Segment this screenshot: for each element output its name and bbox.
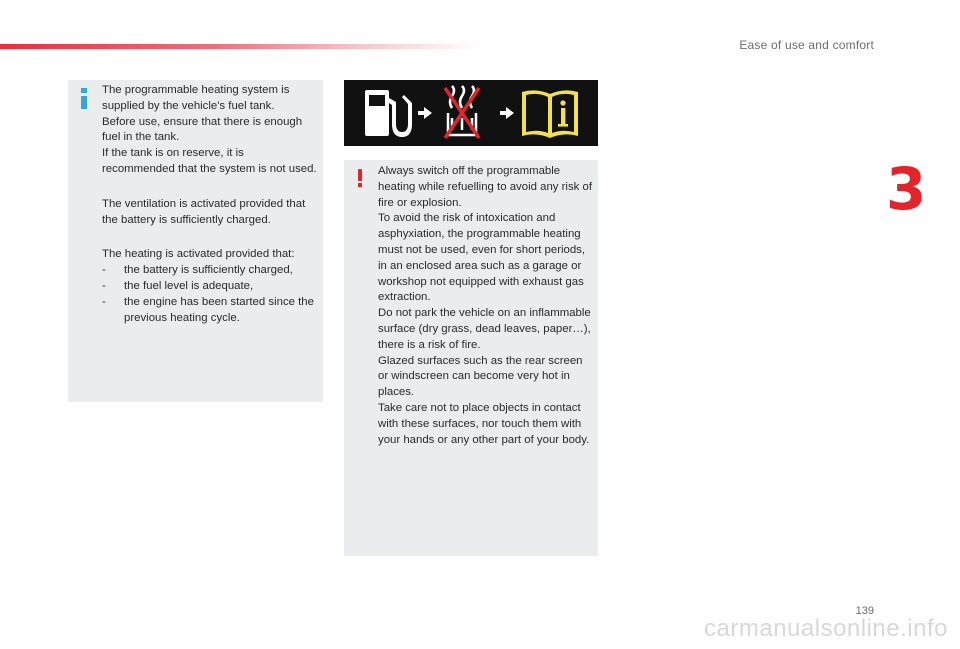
arrow-right-icon	[500, 107, 514, 119]
info-text	[102, 83, 318, 326]
ventilation-note: The ventilation is activated provided that the battery is sufficiently charged.	[102, 197, 306, 226]
warning-line: Take care not to place objects in contact with these surfaces, nor touch them with your hands or any other part of your body.	[378, 401, 590, 446]
warning-text	[378, 164, 592, 448]
info-paragraph: Before use, ensure that there is enough fuel in the tank.	[102, 115, 303, 144]
heater-crossed-out-icon	[445, 86, 479, 138]
handbook-icon	[522, 90, 578, 138]
fuel-pump-icon	[365, 90, 412, 137]
list-item: - the battery is sufficiently charged,	[102, 263, 318, 279]
section-title: Ease of use and comfort	[739, 38, 874, 52]
pictogram-svg	[344, 80, 598, 146]
header-accent-rule	[0, 44, 480, 49]
info-paragraph: If the tank is on reserve, it is recommended that the system is not used.	[102, 147, 317, 175]
warning-line: Do not park the vehicle on an inflammable surface (dry grass, dead leaves, paper…), there is a risk of fire.	[378, 307, 591, 351]
warning-line: Always switch off the programmable heating while refuelling to avoid any risk of fire or explosion.	[378, 165, 593, 209]
warning-line: Glazed surfaces such as the rear screen or windscreen can become very hot in places.	[378, 354, 583, 399]
chapter-number: 3	[886, 155, 927, 223]
info-icon	[80, 88, 88, 109]
watermark: carmanualsonline.info	[704, 615, 948, 642]
warning-line: To avoid the risk of intoxication and asphyxiation, the programmable heating must not be used, even for short periods, in an enclosed area such as a garage or workshop not equipped with exhaust gas extraction.	[378, 212, 586, 304]
list-item: - the fuel level is adequate,	[102, 279, 318, 295]
refuel-warning-pictogram	[344, 80, 598, 146]
heating-conditions-list	[102, 263, 318, 326]
warning-box	[344, 160, 598, 556]
info-paragraph: The programmable heating system is supplied by the vehicle's fuel tank.	[102, 84, 290, 112]
arrow-right-icon	[418, 107, 432, 119]
page-number: 139	[855, 605, 874, 617]
warning-icon	[357, 169, 363, 187]
info-box	[68, 80, 323, 402]
list-item: - the engine has been started since the previous heating cycle.	[102, 295, 318, 327]
heating-intro: The heating is activated provided that:	[102, 248, 295, 261]
